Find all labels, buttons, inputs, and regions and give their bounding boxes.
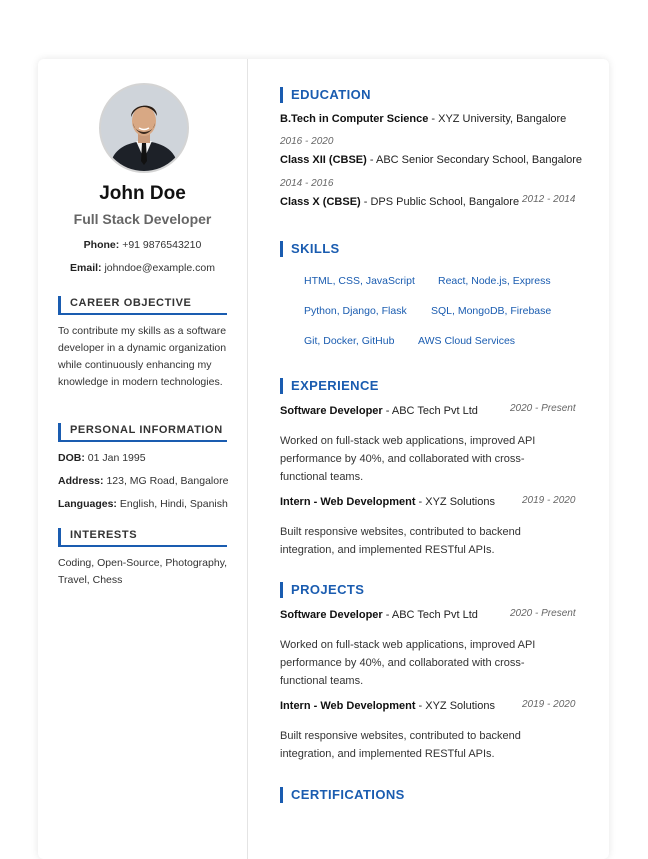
languages-line bbox=[58, 498, 238, 510]
project-description: Built responsive websites, contributed to backend integration, and implemented RESTful APIs. bbox=[280, 730, 521, 760]
skill-item: SQL, MongoDB, Firebase bbox=[431, 305, 552, 317]
project-date: 2020 - Present bbox=[510, 608, 576, 619]
email-line bbox=[38, 262, 247, 274]
project-date: 2019 - 2020 bbox=[522, 699, 576, 710]
project-role: Intern - Web Development bbox=[280, 700, 416, 712]
experience-description: Worked on full-stack web applications, improved API performance by 40%, and collaborated with cross-functional teams. bbox=[280, 435, 536, 483]
skill-item: AWS Cloud Services bbox=[418, 335, 516, 347]
career-objective-heading: CAREER OBJECTIVE bbox=[58, 296, 227, 315]
project-description: Worked on full-stack web applications, improved API performance by 40%, and collaborated with cross-functional teams. bbox=[280, 639, 536, 687]
dob-line bbox=[58, 452, 238, 464]
address-line bbox=[58, 475, 238, 487]
education-degree: B.Tech in Computer Science bbox=[280, 113, 429, 125]
education-date: 2014 - 2016 bbox=[280, 178, 334, 189]
education-date: 2012 - 2014 bbox=[522, 194, 576, 205]
person-name: John Doe bbox=[99, 183, 186, 204]
job-title: Full Stack Developer bbox=[73, 211, 212, 227]
education-date: 2016 - 2020 bbox=[280, 136, 334, 147]
interests-heading: INTERESTS bbox=[58, 528, 227, 547]
project-role: Software Developer bbox=[280, 609, 383, 621]
project-company: - ABC Tech Pvt Ltd bbox=[382, 609, 478, 621]
education-item bbox=[280, 113, 578, 125]
experience-date: 2019 - 2020 bbox=[522, 495, 576, 506]
languages-label: Languages: bbox=[58, 498, 117, 510]
dob-label: DOB: bbox=[58, 452, 85, 464]
address-label: Address: bbox=[58, 475, 104, 487]
education-degree: Class X (CBSE) bbox=[280, 196, 361, 208]
education-heading: EDUCATION bbox=[280, 87, 371, 103]
experience-description: Built responsive websites, contributed to backend integration, and implemented RESTful APIs. bbox=[280, 526, 521, 556]
certifications-heading: CERTIFICATIONS bbox=[280, 787, 405, 803]
sidebar bbox=[38, 59, 248, 859]
phone-value: +91 9876543210 bbox=[122, 239, 202, 251]
projects-heading: PROJECTS bbox=[280, 582, 364, 598]
profile-photo bbox=[101, 85, 187, 171]
experience-date: 2020 - Present bbox=[510, 403, 576, 414]
skill-item: React, Node.js, Express bbox=[438, 275, 551, 287]
dob-value: 01 Jan 1995 bbox=[87, 452, 146, 464]
interests-text: Coding, Open-Source, Photography, Travel, Chess bbox=[58, 557, 228, 586]
languages-value: English, Hindi, Spanish bbox=[119, 498, 228, 510]
project-company: - XYZ Solutions bbox=[415, 700, 495, 712]
email-label: Email: bbox=[70, 262, 102, 274]
avatar bbox=[99, 83, 189, 173]
address-value: 123, MG Road, Bangalore bbox=[106, 475, 229, 487]
skills-heading: SKILLS bbox=[280, 241, 340, 257]
skill-item: Git, Docker, GitHub bbox=[304, 335, 395, 347]
education-item bbox=[280, 154, 583, 166]
email-value: johndoe@example.com bbox=[104, 262, 215, 274]
personal-information-heading: PERSONAL INFORMATION bbox=[58, 423, 227, 442]
experience-role: Software Developer bbox=[280, 405, 383, 417]
experience-company: - XYZ Solutions bbox=[415, 496, 495, 508]
resume-card bbox=[38, 59, 609, 859]
experience-company: - ABC Tech Pvt Ltd bbox=[382, 405, 478, 417]
skill-item: Python, Django, Flask bbox=[304, 305, 407, 317]
phone-label: Phone: bbox=[83, 239, 120, 251]
skill-item: HTML, CSS, JavaScript bbox=[304, 275, 415, 287]
education-school: - DPS Public School, Bangalore bbox=[360, 196, 520, 208]
career-objective-text: To contribute my skills as a software developer in a dynamic organization while continuously enhancing my knowledge in modern technologies. bbox=[58, 325, 227, 388]
phone-line bbox=[38, 239, 247, 251]
education-school: - ABC Senior Secondary School, Bangalore bbox=[366, 154, 583, 166]
experience-heading: EXPERIENCE bbox=[280, 378, 379, 394]
education-degree: Class XII (CBSE) bbox=[280, 154, 367, 166]
experience-role: Intern - Web Development bbox=[280, 496, 416, 508]
education-school: - XYZ University, Bangalore bbox=[428, 113, 567, 125]
